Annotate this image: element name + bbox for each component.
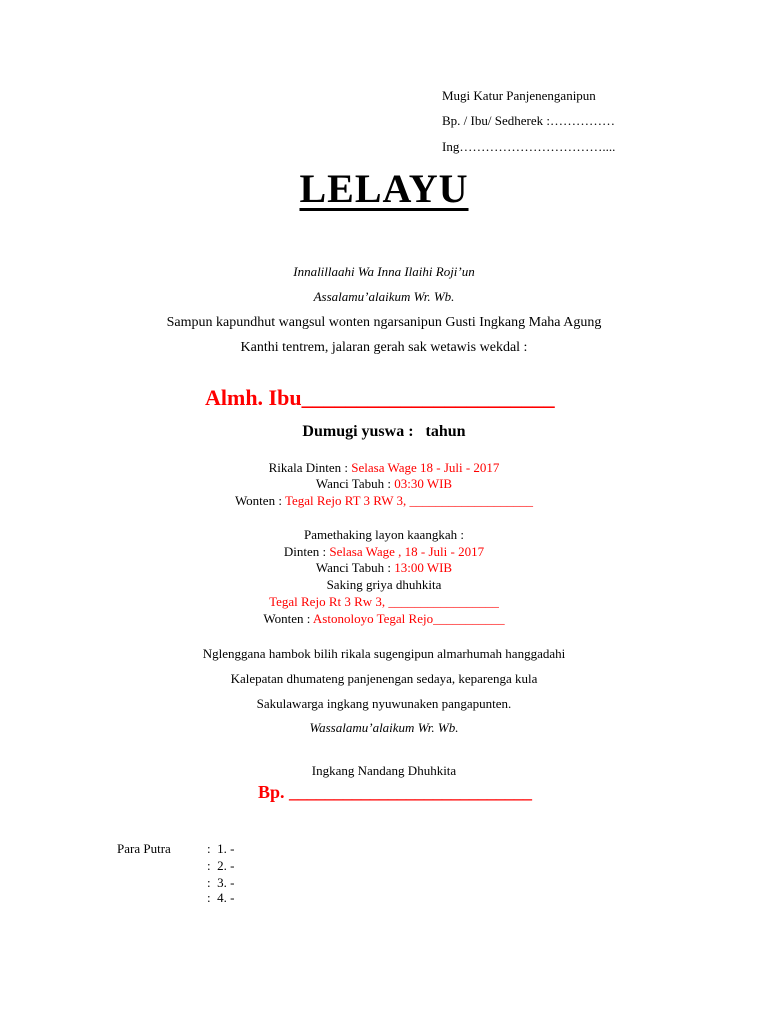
- burial-from-label: Saking griya dhuhkita: [326, 577, 442, 592]
- death-place-label: Wonten :: [234, 493, 285, 508]
- list-item: [207, 890, 234, 906]
- burial-day-value: Selasa Wage , 18 - Juli - 2017: [329, 544, 485, 559]
- burial-time: [0, 560, 768, 576]
- burial-heading: Pamethaking layon kaangkah :: [304, 527, 464, 542]
- children-sep: :: [207, 858, 211, 873]
- burial-place: [0, 611, 768, 627]
- death-place-value: Tegal Rejo RT 3 RW 3, ___________________: [284, 493, 534, 508]
- children-sep: :: [207, 875, 211, 890]
- death-day-label: Rikala Dinten :: [268, 460, 352, 475]
- closing-line-2: Kalepatan dhumateng panjenengan sedaya, keparenga kula: [230, 671, 538, 686]
- age-unit: tahun: [425, 423, 466, 440]
- opening-line-1: Innalillaahi Wa Inna Ilaihi Roji’un: [293, 264, 475, 279]
- opening-line-2: Assalamu’alaikum Wr. Wb.: [313, 289, 455, 304]
- burial-from-value: Tegal Rejo Rt 3 Rw 3, _________________: [269, 594, 499, 609]
- recipient-line-1: Mugi Katur Panjenenganipun: [442, 88, 596, 103]
- recipient-line-3: Ing……………………………....: [442, 139, 616, 154]
- death-day-value: Selasa Wage 18 - Juli - 2017: [351, 460, 500, 475]
- closing-line-1: Nglenggana hambok bilih rikala sugengipun almarhumah hanggadahi: [202, 646, 566, 661]
- children-sep: :: [207, 890, 211, 905]
- children-entry: 3. -: [217, 875, 235, 890]
- burial-time-value: 13:00 WIB: [394, 560, 453, 575]
- age-label: Dumugi yuswa :: [302, 423, 414, 440]
- children-sep: :: [207, 841, 211, 856]
- list-item: [207, 858, 234, 874]
- burial-day: [0, 544, 768, 560]
- list-item: [207, 875, 234, 891]
- children-entry: 1. -: [217, 841, 235, 856]
- deceased-name: Almh. Ibu_______________________: [205, 385, 555, 410]
- death-time-label: Wanci Tabuh :: [315, 476, 395, 491]
- children-entry: 4. -: [217, 890, 235, 905]
- death-day: [0, 460, 768, 476]
- death-place: [0, 493, 768, 509]
- closing-line-3: Sakulawarga ingkang nyuwunaken pangapunten.: [256, 696, 512, 711]
- recipient-line-2: Bp. / Ibu/ Sedherek :……………: [442, 113, 615, 128]
- opening-line-3: Sampun kapundhut wangsul wonten ngarsanipun Gusti Ingkang Maha Agung: [166, 315, 602, 330]
- death-time-value: 03:30 WIB: [394, 476, 453, 491]
- signature-name: Bp. ___________________________: [258, 782, 533, 802]
- burial-time-label: Wanci Tabuh :: [315, 560, 395, 575]
- deceased-age: [0, 422, 768, 441]
- document-title: LELAYU: [299, 166, 469, 211]
- burial-place-label: Wonten :: [263, 611, 313, 626]
- opening-line-4: Kanthi tentrem, jalaran gerah sak wetawis wekdal :: [240, 340, 528, 355]
- burial-place-value: Astonoloyo Tegal Rejo___________: [312, 611, 505, 626]
- burial-day-label: Dinten :: [283, 544, 330, 559]
- children-label: Para Putra: [117, 841, 171, 856]
- children-entry: 2. -: [217, 858, 235, 873]
- list-item: [207, 841, 234, 857]
- signature-label: Ingkang Nandang Dhuhkita: [311, 763, 457, 778]
- closing-line-4: Wassalamu’alaikum Wr. Wb.: [309, 720, 459, 735]
- death-time: [0, 476, 768, 492]
